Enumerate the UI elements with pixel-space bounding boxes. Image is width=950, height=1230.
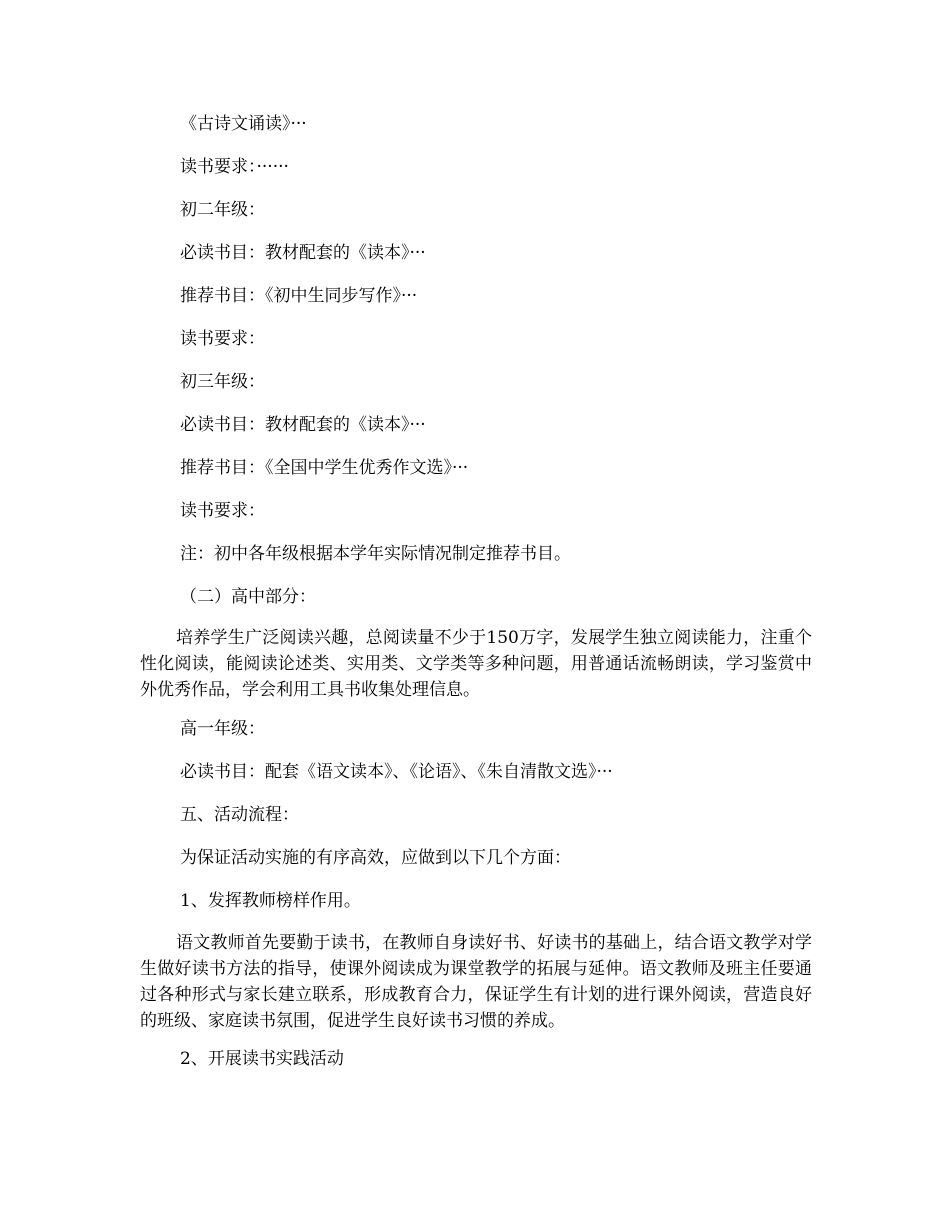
text-line-grade-8: 初二年级：: [180, 200, 265, 220]
text-line-grade-8-recommended: 推荐书目：《初中生同步写作》···: [180, 286, 418, 306]
text-line-ancient-poetry: 《古诗文诵读》···: [180, 114, 307, 134]
item-heading-teacher-example: 1、发挥教师榜样作用。: [180, 891, 361, 911]
text-line-note: 注：初中各年级根据本学年实际情况制定推荐书目。: [180, 544, 571, 564]
paragraph-teacher-example: 语文教师首先要勤于读书，在教师自身读好书、好读书的基础上，结合语文教学对学生做好读书方法的指导，使课外阅读成为课堂教学的拓展与延伸。语文教师及班主任要通过各种形式与家长建立联系，形成教育合力，保证学生有计划的进行课外阅读，营造良好的班级、家庭读书氛围，促进学生良好读书习惯的养成。: [140, 933, 812, 1031]
section-heading-activity-process: 五、活动流程：: [180, 805, 299, 825]
text-line-grade-9: 初三年级：: [180, 372, 265, 392]
text-line-grade-10: 高一年级：: [180, 719, 265, 739]
text-line-grade-8-required: 必读书目：教材配套的《读本》···: [180, 243, 426, 263]
text-line-grade-10-required: 必读书目：配套《语文读本》、《论语》、《朱自清散文选》···: [180, 762, 613, 782]
paragraph-high-school-goals: 培养学生广泛阅读兴趣，总阅读量不少于150万字，发展学生独立阅读能力，注重个性化阅读，能阅读论述类、实用类、文学类等多种问题，用普通话流畅朗读，学习鉴赏中外优秀作品，学会利用工具书收集处理信息。: [140, 628, 812, 700]
text-line-grade-9-requirement: 读书要求：: [180, 501, 265, 521]
text-line-grade-9-recommended: 推荐书目：《全国中学生优秀作文选》···: [180, 458, 469, 478]
text-line-grade-9-required: 必读书目：教材配套的《读本》···: [180, 415, 426, 435]
section-heading-high-school: （二）高中部分：: [180, 587, 316, 607]
item-heading-reading-activities: 2、开展读书实践活动: [180, 1049, 344, 1069]
text-line-reading-requirement: 读书要求：······: [180, 157, 289, 177]
text-line-grade-8-requirement: 读书要求：: [180, 329, 265, 349]
text-line-activity-intro: 为保证活动实施的有序高效，应做到以下几个方面：: [180, 848, 571, 868]
